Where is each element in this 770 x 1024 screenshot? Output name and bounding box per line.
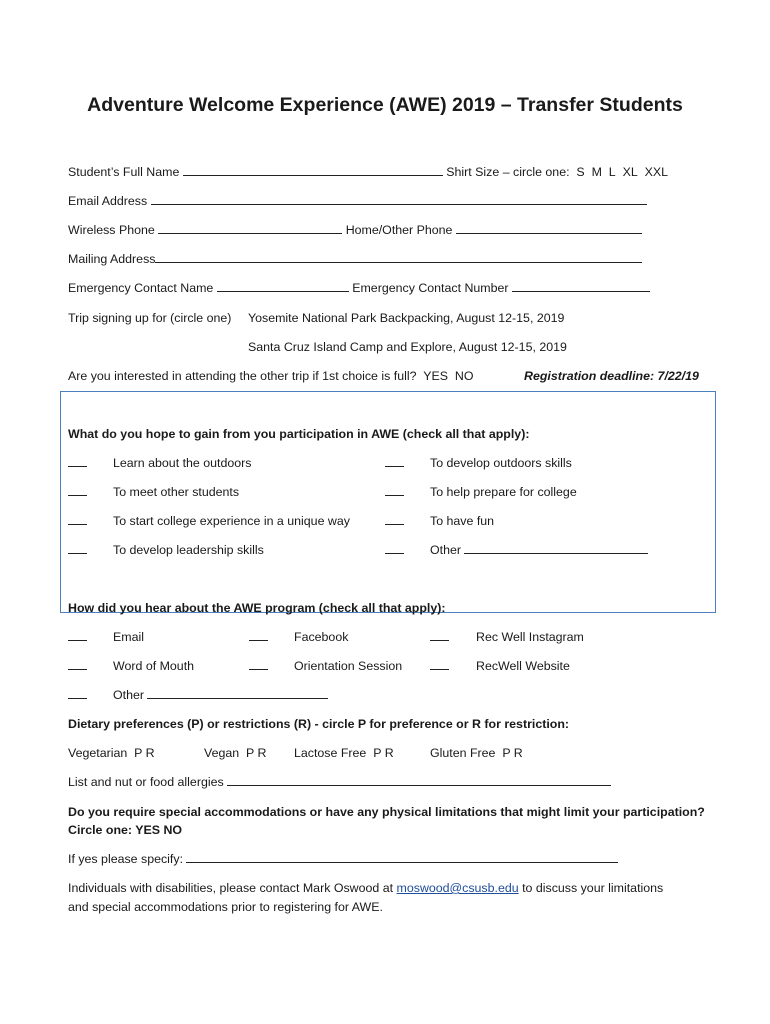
gain-section-box — [60, 391, 716, 613]
checkbox-blank[interactable] — [68, 629, 87, 641]
full-name-row — [68, 164, 668, 180]
hear-option-row — [430, 658, 449, 674]
allergies-label: List and nut or food allergies — [68, 775, 224, 789]
email-row — [68, 193, 647, 209]
hear-option-row — [430, 629, 449, 645]
hear-other-field[interactable] — [147, 687, 328, 699]
gain-option-row — [385, 542, 404, 558]
home-phone-label: Home/Other Phone — [345, 223, 453, 237]
email-label: Email Address — [68, 194, 148, 208]
gain-option-college-experience: To start college experience in a unique way — [113, 514, 350, 528]
shirt-size-l[interactable]: L — [608, 165, 616, 179]
hear-option-row — [249, 629, 268, 645]
gain-option-row — [385, 455, 404, 471]
checkbox-blank[interactable] — [68, 687, 87, 699]
hear-option-row — [68, 687, 87, 703]
dietary-gluten-pr[interactable]: P R — [502, 746, 523, 760]
shirt-size-xxl[interactable]: XXL — [644, 165, 669, 179]
gain-option-meet-students: To meet other students — [113, 485, 240, 499]
dietary-gluten-label: Gluten Free — [430, 746, 496, 760]
other-trip-yes[interactable]: YES — [423, 369, 448, 383]
gain-option-prepare-college: To help prepare for college — [430, 485, 577, 499]
checkbox-blank[interactable] — [68, 484, 87, 496]
checkbox-blank[interactable] — [385, 542, 404, 554]
trip-option-santa-cruz[interactable]: Santa Cruz Island Camp and Explore, August 12-15, 2019 — [248, 340, 567, 354]
trip-label: Trip signing up for (circle one) — [68, 311, 232, 325]
hear-question: How did you hear about the AWE program (check all that apply): — [68, 601, 446, 615]
checkbox-blank[interactable] — [68, 455, 87, 467]
trip-option-yosemite[interactable]: Yosemite National Park Backpacking, August 12-15, 2019 — [248, 311, 565, 325]
checkbox-blank[interactable] — [68, 658, 87, 670]
checkbox-blank[interactable] — [68, 542, 87, 554]
contact-line-2: and special accommodations prior to registering for AWE. — [68, 900, 383, 914]
hear-option-facebook: Facebook — [294, 630, 349, 644]
gain-option-row — [68, 455, 87, 471]
shirt-size-xl[interactable]: XL — [622, 165, 638, 179]
allergies-row — [68, 774, 611, 790]
dietary-vegetarian[interactable] — [68, 745, 155, 761]
dietary-vegan[interactable] — [204, 745, 266, 761]
mailing-address-label: Mailing Address — [68, 252, 156, 266]
dietary-vegan-pr[interactable]: P R — [246, 746, 267, 760]
emergency-number-field[interactable] — [512, 280, 650, 292]
email-field[interactable] — [151, 193, 647, 205]
hear-option-orientation: Orientation Session — [294, 659, 403, 673]
other-trip-row — [68, 368, 473, 384]
checkbox-blank[interactable] — [385, 484, 404, 496]
wireless-phone-label: Wireless Phone — [68, 223, 155, 237]
mailing-address-field[interactable] — [155, 251, 642, 263]
dietary-lactose-free[interactable] — [294, 745, 394, 761]
other-trip-no[interactable]: NO — [454, 369, 474, 383]
checkbox-blank[interactable] — [249, 629, 268, 641]
gain-option-other-row — [430, 542, 648, 558]
gain-question: What do you hope to gain from you participation in AWE (check all that apply): — [68, 427, 530, 441]
gain-option-row — [385, 484, 404, 500]
shirt-size-label: Shirt Size – circle one: — [446, 165, 570, 179]
gain-option-learn-outdoors: Learn about the outdoors — [113, 456, 252, 470]
full-name-field[interactable] — [183, 164, 443, 176]
dietary-vegan-label: Vegan — [204, 746, 240, 760]
gain-option-have-fun: To have fun — [430, 514, 495, 528]
gain-option-row — [68, 542, 87, 558]
checkbox-blank[interactable] — [430, 658, 449, 670]
dietary-gluten-free[interactable] — [430, 745, 523, 761]
hear-option-other-row — [113, 687, 328, 703]
mailing-row — [68, 251, 642, 267]
hear-option-email: Email — [113, 630, 144, 644]
hear-option-other: Other — [113, 688, 144, 702]
gain-option-row — [68, 484, 87, 500]
dietary-lactose-label: Lactose Free — [294, 746, 367, 760]
contact-email-link[interactable]: moswood@csusb.edu — [396, 881, 519, 895]
gain-option-outdoor-skills: To develop outdoors skills — [430, 456, 572, 470]
gain-option-leadership: To develop leadership skills — [113, 543, 264, 557]
disability-contact-line — [68, 880, 663, 896]
specify-label: If yes please specify: — [68, 852, 184, 866]
gain-other-field[interactable] — [464, 542, 648, 554]
home-phone-field[interactable] — [456, 222, 642, 234]
shirt-size-s[interactable]: S — [576, 165, 585, 179]
hear-option-instagram: Rec Well Instagram — [476, 630, 584, 644]
accommodations-circle-one[interactable]: Circle one: YES NO — [68, 823, 183, 837]
checkbox-blank[interactable] — [249, 658, 268, 670]
dietary-vegetarian-pr[interactable]: P R — [134, 746, 155, 760]
shirt-size-m[interactable]: M — [591, 165, 602, 179]
checkbox-blank[interactable] — [385, 513, 404, 525]
specify-row — [68, 851, 618, 867]
form-title: Adventure Welcome Experience (AWE) 2019 – Transfer Students — [87, 94, 683, 116]
other-trip-question: Are you interested in attending the other trip if 1st choice is full? — [68, 369, 417, 383]
registration-deadline: Registration deadline: 7/22/19 — [524, 369, 699, 383]
emergency-name-field[interactable] — [217, 280, 349, 292]
gain-option-row — [385, 513, 404, 529]
emergency-row — [68, 280, 650, 296]
phone-row — [68, 222, 642, 238]
checkbox-blank[interactable] — [385, 455, 404, 467]
emergency-number-label: Emergency Contact Number — [352, 281, 509, 295]
contact-prefix: Individuals with disabilities, please contact Mark Oswood at — [68, 881, 394, 895]
dietary-lactose-pr[interactable]: P R — [373, 746, 394, 760]
hear-option-word-of-mouth: Word of Mouth — [113, 659, 195, 673]
contact-suffix: to discuss your limitations — [522, 881, 664, 895]
emergency-name-label: Emergency Contact Name — [68, 281, 214, 295]
gain-option-row — [68, 513, 87, 529]
accommodations-question: Do you require special accommodations or have any physical limitations that might limit your participation? — [68, 805, 705, 819]
hear-option-row — [68, 629, 87, 645]
dietary-vegetarian-label: Vegetarian — [68, 746, 128, 760]
checkbox-blank[interactable] — [68, 513, 87, 525]
specify-field[interactable] — [186, 851, 618, 863]
dietary-question: Dietary preferences (P) or restrictions (R) - circle P for preference or R for restriction: — [68, 717, 570, 731]
allergies-field[interactable] — [227, 774, 611, 786]
wireless-phone-field[interactable] — [158, 222, 342, 234]
checkbox-blank[interactable] — [430, 629, 449, 641]
hear-option-row — [68, 658, 87, 674]
gain-option-other: Other — [430, 543, 461, 557]
full-name-label: Student’s Full Name — [68, 165, 180, 179]
hear-option-recwell-website: RecWell Website — [476, 659, 570, 673]
hear-option-row — [249, 658, 268, 674]
